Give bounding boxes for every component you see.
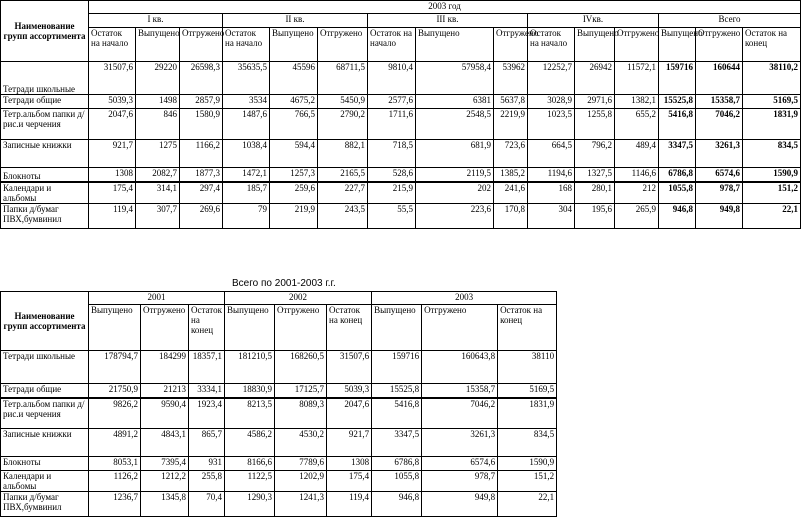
- cell-value: 1290,3: [225, 492, 275, 517]
- cell-value: 594,4: [270, 140, 318, 168]
- year-header: 2003 год: [89, 1, 801, 14]
- cell-value: 265,9: [615, 203, 659, 228]
- cell-value: 6786,8: [372, 457, 422, 471]
- cell-value: 1202,9: [275, 471, 327, 492]
- cell-value: 1212,2: [141, 471, 189, 492]
- table-row: [1, 384, 557, 398]
- cell-value: 921,7: [327, 429, 372, 457]
- row-label: Тетради общие: [1, 95, 89, 109]
- cell-value: 949,8: [422, 492, 498, 517]
- cell-value: 4675,2: [270, 95, 318, 109]
- cell-value: 1385,2: [494, 168, 528, 182]
- cell-value: 1580,9: [180, 109, 223, 140]
- cell-value: 5416,8: [372, 398, 422, 429]
- cell-value: 1831,9: [498, 398, 557, 429]
- cell-value: 6381: [416, 95, 494, 109]
- column-header: Выпущено: [575, 28, 615, 62]
- column-header: Остаток на начало: [89, 28, 136, 62]
- cell-value: 8213,5: [225, 398, 275, 429]
- cell-value: 26942: [575, 62, 615, 95]
- period-header: IVкв.: [528, 14, 659, 28]
- table-row: [1, 140, 801, 168]
- summary-table-2001-2003: [0, 291, 557, 517]
- cell-value: 2548,5: [416, 109, 494, 140]
- table-row: [1, 203, 801, 228]
- row-label: Тетради школьные: [1, 351, 89, 384]
- cell-value: 766,5: [270, 109, 318, 140]
- cell-value: 15525,8: [372, 384, 422, 398]
- cell-value: 5039,3: [89, 95, 136, 109]
- cell-value: 1711,6: [368, 109, 416, 140]
- row-label: Тетради школьные: [1, 62, 89, 95]
- cell-value: 1308: [89, 168, 136, 182]
- cell-value: 185,7: [223, 182, 270, 204]
- cell-value: 202: [416, 182, 494, 204]
- cell-value: 655,2: [615, 109, 659, 140]
- period-header: I кв.: [89, 14, 223, 28]
- cell-value: 280,1: [575, 182, 615, 204]
- cell-value: 15525,8: [659, 95, 696, 109]
- cell-value: 31507,6: [89, 62, 136, 95]
- cell-value: 29220: [136, 62, 180, 95]
- column-header: Выпущено: [270, 28, 318, 62]
- cell-value: 227,7: [318, 182, 368, 204]
- cell-value: 3347,5: [372, 429, 422, 457]
- cell-value: 489,4: [615, 140, 659, 168]
- cell-value: 8166,6: [225, 457, 275, 471]
- year-2002: 2002: [225, 292, 372, 305]
- cell-value: 1590,9: [743, 168, 801, 182]
- cell-value: 6786,8: [659, 168, 696, 182]
- cell-value: 3347,5: [659, 140, 696, 168]
- cell-value: 12252,7: [528, 62, 575, 95]
- cell-value: 2971,6: [575, 95, 615, 109]
- row-label: Блокноты: [1, 168, 89, 182]
- column-header: Выпущено: [416, 28, 494, 62]
- cell-value: 4891,2: [89, 429, 141, 457]
- cell-value: 723,6: [494, 140, 528, 168]
- cell-value: 304: [528, 203, 575, 228]
- cell-value: 219,9: [270, 203, 318, 228]
- table-row: [1, 398, 557, 429]
- cell-value: 978,7: [422, 471, 498, 492]
- row-label: Календари и альбомы: [1, 471, 89, 492]
- row-label: Блокноты: [1, 457, 89, 471]
- column-header: Выпущено: [136, 28, 180, 62]
- row-label: Тетр.альбом папки д/рис.и черчения: [1, 398, 89, 429]
- column-header: Отгружено: [696, 28, 743, 62]
- cell-value: 9590,4: [141, 398, 189, 429]
- cell-value: 4530,2: [275, 429, 327, 457]
- table-row: [1, 429, 557, 457]
- cell-value: 2790,2: [318, 109, 368, 140]
- column-header: Отгружено: [318, 28, 368, 62]
- table-row: [1, 62, 801, 95]
- cell-value: 2119,5: [416, 168, 494, 182]
- cell-value: 1257,3: [270, 168, 318, 182]
- cell-value: 255,8: [189, 471, 225, 492]
- table-row: [1, 471, 557, 492]
- column-header: Остаток на конец: [189, 305, 225, 351]
- cell-value: 796,2: [575, 140, 615, 168]
- cell-value: 5416,8: [659, 109, 696, 140]
- cell-value: 1166,2: [180, 140, 223, 168]
- period-header: Всего: [659, 14, 801, 28]
- cell-value: 38110: [498, 351, 557, 384]
- column-header: Отгружено: [275, 305, 327, 351]
- cell-value: 1923,4: [189, 398, 225, 429]
- column-header: Отгружено: [494, 28, 528, 62]
- cell-value: 21750,9: [89, 384, 141, 398]
- column-header: Выпущено: [372, 305, 422, 351]
- row-label: Календари и альбомы: [1, 182, 89, 204]
- column-header: Выпущено: [659, 28, 696, 62]
- cell-value: 8089,3: [275, 398, 327, 429]
- cell-value: 1831,9: [743, 109, 801, 140]
- cell-value: 184299: [141, 351, 189, 384]
- cell-value: 170,8: [494, 203, 528, 228]
- cell-value: 168: [528, 182, 575, 204]
- column-header: Остаток на конец: [498, 305, 557, 351]
- cell-value: 681,9: [416, 140, 494, 168]
- cell-value: 168260,5: [275, 351, 327, 384]
- cell-value: 22,1: [498, 492, 557, 517]
- cell-value: 1055,8: [659, 182, 696, 204]
- summary-title: Всего по 2001-2003 г.г.: [232, 278, 336, 289]
- cell-value: 4586,2: [225, 429, 275, 457]
- row-label: Тетр.альбом папки д/рис.и черчения: [1, 109, 89, 140]
- cell-value: 1146,6: [615, 168, 659, 182]
- cell-value: 1255,8: [575, 109, 615, 140]
- cell-value: 9826,2: [89, 398, 141, 429]
- column-header: Остаток на начало: [528, 28, 575, 62]
- cell-value: 243,5: [318, 203, 368, 228]
- cell-value: 45596: [270, 62, 318, 95]
- cell-value: 2219,9: [494, 109, 528, 140]
- row-label: Папки д/бумаг ПВХ,бумвинил: [1, 203, 89, 228]
- cell-value: 1590,9: [498, 457, 557, 471]
- table-row: [1, 492, 557, 517]
- table-row: [1, 95, 801, 109]
- cell-value: 181210,5: [225, 351, 275, 384]
- cell-value: 882,1: [318, 140, 368, 168]
- cell-value: 4843,1: [141, 429, 189, 457]
- cell-value: 978,7: [696, 182, 743, 204]
- cell-value: 6574,6: [422, 457, 498, 471]
- cell-value: 1877,3: [180, 168, 223, 182]
- cell-value: 2165,5: [318, 168, 368, 182]
- cell-value: 15358,7: [696, 95, 743, 109]
- cell-value: 3534: [223, 95, 270, 109]
- column-header: Остаток на начало: [223, 28, 270, 62]
- cell-value: 11572,1: [615, 62, 659, 95]
- table-row: [1, 109, 801, 140]
- cell-value: 8053,1: [89, 457, 141, 471]
- period-header: III кв.: [368, 14, 528, 28]
- cell-value: 175,4: [89, 182, 136, 204]
- cell-value: 946,8: [372, 492, 422, 517]
- cell-value: 119,4: [89, 203, 136, 228]
- cell-value: 151,2: [498, 471, 557, 492]
- cell-value: 1345,8: [141, 492, 189, 517]
- cell-value: 7046,2: [422, 398, 498, 429]
- cell-value: 68711,5: [318, 62, 368, 95]
- cell-value: 159716: [372, 351, 422, 384]
- cell-value: 5039,3: [327, 384, 372, 398]
- cell-value: 269,6: [180, 203, 223, 228]
- cell-value: 834,5: [743, 140, 801, 168]
- row-label: Тетради общие: [1, 384, 89, 398]
- cell-value: 5169,5: [498, 384, 557, 398]
- year-2003: 2003: [372, 292, 557, 305]
- cell-value: 1055,8: [372, 471, 422, 492]
- cell-value: 26598,3: [180, 62, 223, 95]
- column-header: Остаток на конец: [743, 28, 801, 62]
- column-header: Отгружено: [141, 305, 189, 351]
- cell-value: 35635,5: [223, 62, 270, 95]
- cell-value: 1023,5: [528, 109, 575, 140]
- cell-value: 9810,4: [368, 62, 416, 95]
- cell-value: 1487,6: [223, 109, 270, 140]
- cell-value: 718,5: [368, 140, 416, 168]
- cell-value: 151,2: [743, 182, 801, 204]
- column-header: Остаток на начало: [368, 28, 416, 62]
- cell-value: 846: [136, 109, 180, 140]
- cell-value: 297,4: [180, 182, 223, 204]
- cell-value: 22,1: [743, 203, 801, 228]
- group-header: Наименование групп ассортимента: [1, 1, 89, 62]
- table-row: [1, 457, 557, 471]
- cell-value: 53962: [494, 62, 528, 95]
- cell-value: 1382,1: [615, 95, 659, 109]
- cell-value: 5450,9: [318, 95, 368, 109]
- column-header: Отгружено: [422, 305, 498, 351]
- cell-value: 528,6: [368, 168, 416, 182]
- cell-value: 3334,1: [189, 384, 225, 398]
- cell-value: 1275: [136, 140, 180, 168]
- table-row: [1, 168, 801, 182]
- cell-value: 2082,7: [136, 168, 180, 182]
- table-row: [1, 182, 801, 204]
- cell-value: 1194,6: [528, 168, 575, 182]
- cell-value: 259,6: [270, 182, 318, 204]
- cell-value: 5169,5: [743, 95, 801, 109]
- cell-value: 1241,3: [275, 492, 327, 517]
- cell-value: 223,6: [416, 203, 494, 228]
- table-row: [1, 351, 557, 384]
- cell-value: 57958,4: [416, 62, 494, 95]
- cell-value: 195,6: [575, 203, 615, 228]
- cell-value: 1122,5: [225, 471, 275, 492]
- cell-value: 18830,9: [225, 384, 275, 398]
- cell-value: 949,8: [696, 203, 743, 228]
- quarterly-table-2003: [0, 0, 801, 229]
- cell-value: 1126,2: [89, 471, 141, 492]
- cell-value: 79: [223, 203, 270, 228]
- cell-value: 178794,7: [89, 351, 141, 384]
- cell-value: 314,1: [136, 182, 180, 204]
- cell-value: 2047,6: [89, 109, 136, 140]
- cell-value: 7046,2: [696, 109, 743, 140]
- cell-value: 2857,9: [180, 95, 223, 109]
- cell-value: 175,4: [327, 471, 372, 492]
- cell-value: 2047,6: [327, 398, 372, 429]
- cell-value: 160644: [696, 62, 743, 95]
- cell-value: 55,5: [368, 203, 416, 228]
- cell-value: 931: [189, 457, 225, 471]
- column-header: Отгружено: [180, 28, 223, 62]
- cell-value: 31507,6: [327, 351, 372, 384]
- cell-value: 1327,5: [575, 168, 615, 182]
- cell-value: 834,5: [498, 429, 557, 457]
- column-header: Выпущено: [225, 305, 275, 351]
- cell-value: 38110,2: [743, 62, 801, 95]
- cell-value: 5637,8: [494, 95, 528, 109]
- cell-value: 1498: [136, 95, 180, 109]
- cell-value: 3261,3: [422, 429, 498, 457]
- row-label: Записные книжки: [1, 140, 89, 168]
- cell-value: 307,7: [136, 203, 180, 228]
- row-label: Папки д/бумаг ПВХ,бумвинил: [1, 492, 89, 517]
- cell-value: 6574,6: [696, 168, 743, 182]
- column-header: Остаток на конец: [327, 305, 372, 351]
- cell-value: 15358,7: [422, 384, 498, 398]
- column-header: Выпущено: [89, 305, 141, 351]
- group-header-2: Наименование групп ассортимента: [1, 292, 89, 351]
- cell-value: 1236,7: [89, 492, 141, 517]
- year-2001: 2001: [89, 292, 225, 305]
- cell-value: 119,4: [327, 492, 372, 517]
- cell-value: 1308: [327, 457, 372, 471]
- cell-value: 21213: [141, 384, 189, 398]
- cell-value: 241,6: [494, 182, 528, 204]
- cell-value: 3028,9: [528, 95, 575, 109]
- cell-value: 1038,4: [223, 140, 270, 168]
- cell-value: 160643,8: [422, 351, 498, 384]
- row-label: Записные книжки: [1, 429, 89, 457]
- cell-value: 17125,7: [275, 384, 327, 398]
- cell-value: 215,9: [368, 182, 416, 204]
- cell-value: 2577,6: [368, 95, 416, 109]
- period-header: II кв.: [223, 14, 368, 28]
- cell-value: 159716: [659, 62, 696, 95]
- cell-value: 18357,1: [189, 351, 225, 384]
- cell-value: 7395,4: [141, 457, 189, 471]
- cell-value: 7789,6: [275, 457, 327, 471]
- cell-value: 212: [615, 182, 659, 204]
- cell-value: 664,5: [528, 140, 575, 168]
- column-header: Отгружено: [615, 28, 659, 62]
- cell-value: 946,8: [659, 203, 696, 228]
- cell-value: 70,4: [189, 492, 225, 517]
- cell-value: 3261,3: [696, 140, 743, 168]
- cell-value: 1472,1: [223, 168, 270, 182]
- cell-value: 921,7: [89, 140, 136, 168]
- cell-value: 865,7: [189, 429, 225, 457]
